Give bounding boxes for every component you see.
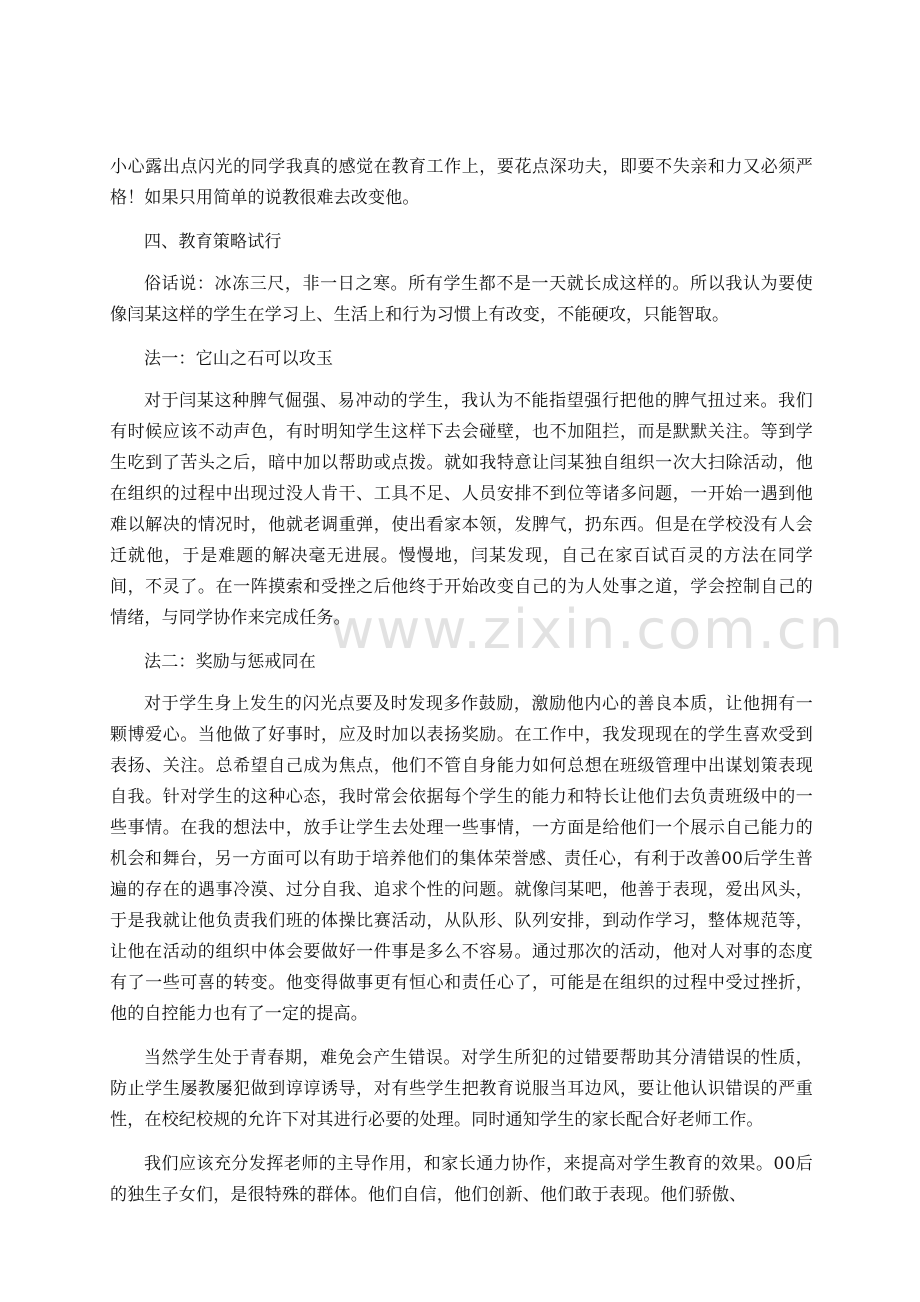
method-two-body: 对于学生身上发生的闪光点要及时发现多作鼓励，激励他内心的善良本质，让他拥有一颗博爱心。当他做了好事时，应及时加以表扬奖励。在工作中，我发现现在的学生喜欢受到表扬、关注。总希望自己成为焦点，他们不管自身能力如何总想在班级管理中出谋划策表现自我。针对学生的这种心态，我时常会依据每个学生的能力和特长让他们去负责班级中的一些事情。在我的想法中，放手让学生去处理一些事情，一方面是给他们一个展示自己能力的机会和舞台，另一方面可以有助于培养他们的集体荣誉感、责任心，有利于改善00后学生普遍的存在的遇事冷漠、过分自我、追求个性的问题。就像闫某吧，他善于表现，爱出风头，于是我就让他负责我们班的体操比赛活动，从队形、队列安排，到动作学习，整体规范等，让他在活动的组织中体会要做好一件事是多么不容易。通过那次的活动，他对人对事的态度有了一些可喜的转变。他变得做事更有恒心和责任心了，可能是在组织的过程中受过挫折，他的自控能力也有了一定的提高。 [110,694,813,1024]
method-one-heading: 法一：它山之石可以攻玉 [144,349,334,369]
paragraph-conclusion: 我们应该充分发挥老师的主导作用，和家长通力协作，来提高对学生教育的效果。00后的独生子女们，是很特殊的群体。他们自信，他们创新、他们敢于表现。他们骄傲、 [110,1154,813,1205]
paragraph-adolescence: 当然学生处于青春期，难免会产生错误。对学生所犯的过错要帮助其分清错误的性质，防止学生屡教屡犯做到谆谆诱导，对有些学生把教育说服当耳边风，要让他认识错误的严重性，在校纪校规的允许下对其进行必要的处理。同时通知学生的家长配合好老师工作。 [110,1048,813,1130]
document-body [110,152,813,1224]
method-two-heading: 法二：奖励与惩戒同在 [144,652,316,672]
watermark-text: www.zixin.com.cn [330,598,845,661]
paragraph-continuation: 小心露出点闪光的同学我真的感觉在教育工作上，要花点深功夫，即要不失亲和力又必须严格！如果只用简单的说教很难去改变他。 [110,157,813,208]
method-one-body: 对于闫某这种脾气倔强、易冲动的学生，我认为不能指望强行把他的脾气扭过来。我们有时候应该不动声色，有时明知学生这样下去会碰壁，也不加阻拦，而是默默关注。等到学生吃到了苦头之后，暗中加以帮助或点拨。就如我特意让闫某独自组织一次大扫除活动，他在组织的过程中出现过没人肯干、工具不足、人员安排不到位等诸多问题，一开始一遇到他难以解决的情况时，他就老调重弹，使出看家本领，发脾气，扔东西。但是在学校没有人会迁就他，于是难题的解决毫无进展。慢慢地，闫某发现，自己在家百试百灵的方法在同学间，不灵了。在一阵摸索和受挫之后他终于开始改变自己的为人处事之道，学会控制自己的情绪，与同学协作来完成任务。 [110,391,813,628]
paragraph-proverb: 俗话说：冰冻三尺，非一日之寒。所有学生都不是一天就长成这样的。所以我认为要使像闫某这样的学生在学习上、生活上和行为习惯上有改变，不能硬攻，只能智取。 [110,274,813,325]
section-heading-strategy: 四、教育策略试行 [144,232,282,252]
